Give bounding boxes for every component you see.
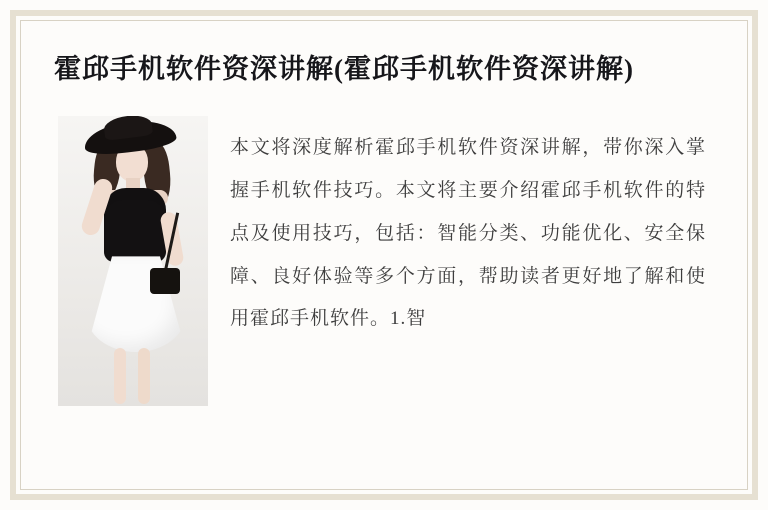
page-title: 霍邱手机软件资深讲解(霍邱手机软件资深讲解) [54, 54, 634, 84]
article-illustration-image [58, 116, 208, 406]
article-body-area [34, 108, 734, 408]
article-paragraph: 本文将深度解析霍邱手机软件资深讲解，带你深入掌握手机软件技巧。本文将主要介绍霍邱手机软件的特点及使用技巧，包括：智能分类、功能优化、安全保障、良好体验等多个方面，帮助读者更好地了解和使用霍邱手机软件。1.智 [230, 137, 706, 330]
illustration-handbag [150, 268, 180, 294]
illustration-leg-left [114, 348, 126, 404]
illustration-leg-right [138, 348, 150, 404]
document-content [34, 34, 734, 476]
